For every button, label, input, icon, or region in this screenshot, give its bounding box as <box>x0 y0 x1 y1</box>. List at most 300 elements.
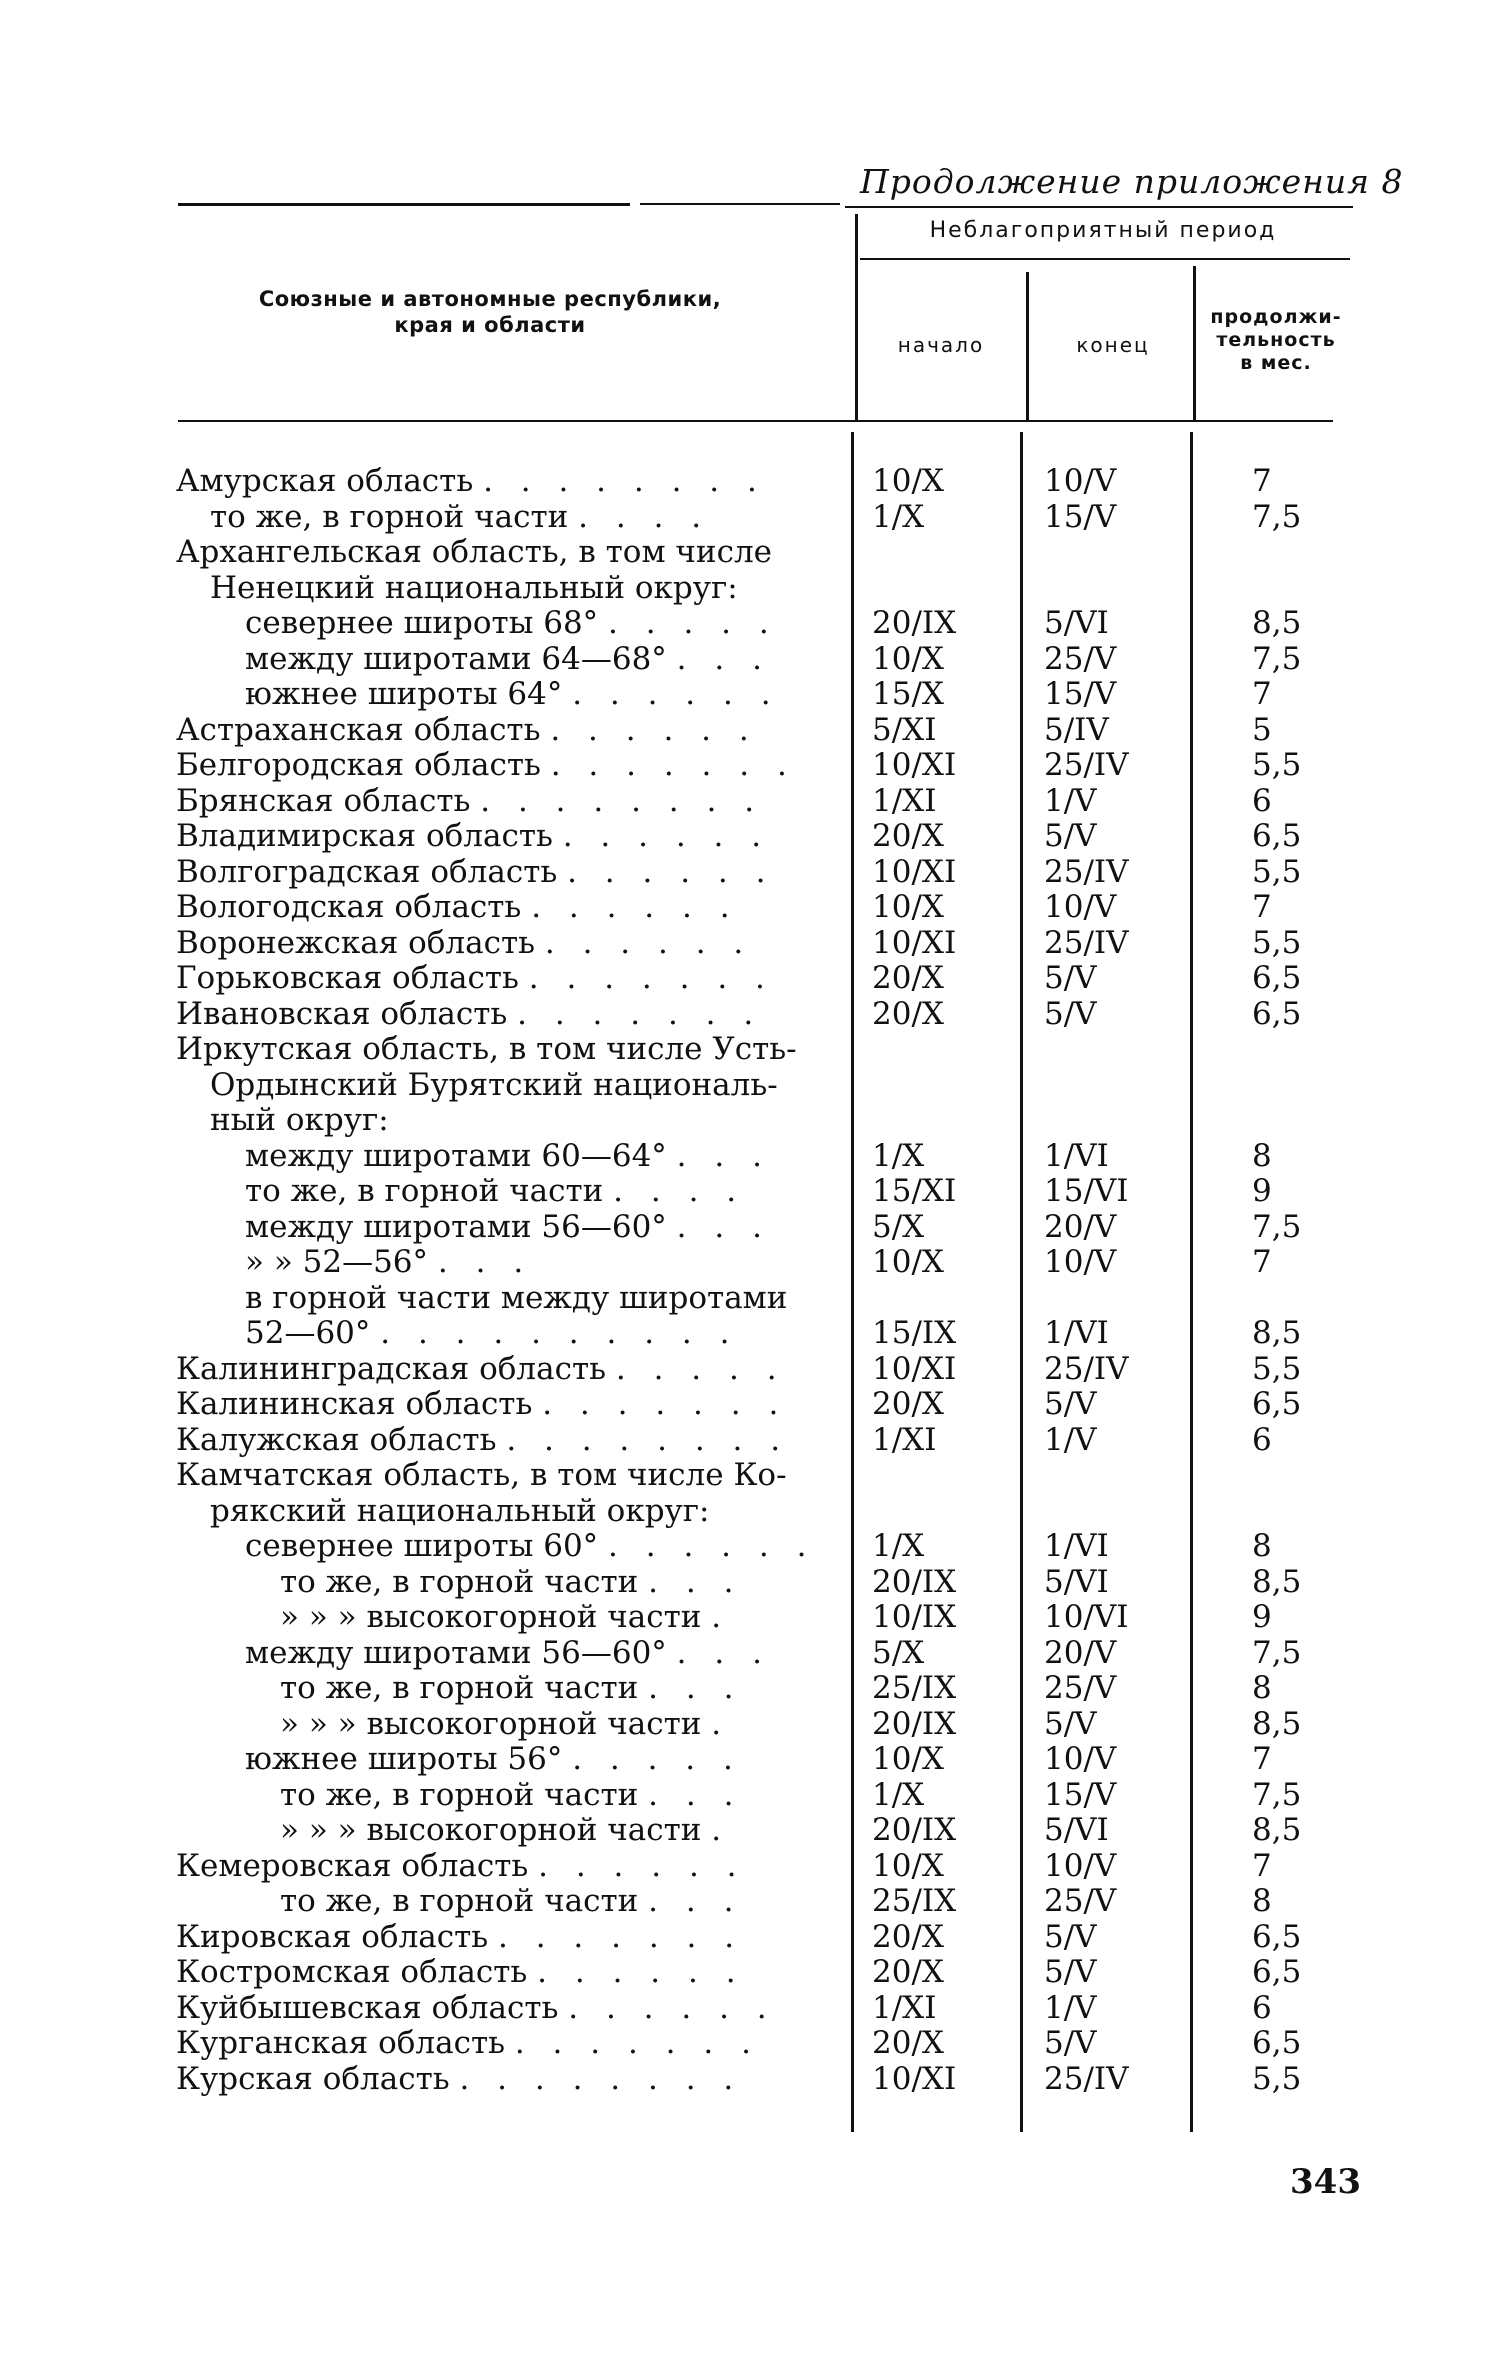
column-group-header: Неблагоприятный период <box>929 218 1277 243</box>
region-name-text: севернее широты 68° <box>245 606 599 641</box>
period-start: 10/XI <box>872 1350 957 1387</box>
region-name-text: Костромская область <box>176 1955 528 1990</box>
leader-dots: . . . <box>648 1884 743 1919</box>
period-end: 25/V <box>1044 640 1117 677</box>
table-row <box>0 606 1501 642</box>
running-header: Продолжение приложения 8 <box>860 162 1404 201</box>
period-start: 20/IX <box>872 1563 957 1600</box>
period-end: 5/V <box>1044 960 1097 996</box>
header-rule-left <box>178 203 630 206</box>
region-name-text: Кемеровская область <box>176 1848 529 1884</box>
region-name-text: Белгородская область <box>176 748 541 783</box>
period-end: 1/V <box>1044 1421 1097 1458</box>
leader-dots: . . . . . . <box>538 1848 746 1884</box>
table-row <box>0 2062 1501 2098</box>
period-end: 10/VI <box>1044 1599 1129 1635</box>
period-duration: 6,5 <box>1252 995 1302 1032</box>
period-end: 5/V <box>1044 995 1097 1032</box>
region-name-text: то же, в горной части <box>280 1671 639 1706</box>
period-end: 15/V <box>1044 498 1117 535</box>
table-row <box>0 1849 1501 1885</box>
period-end: 5/V <box>1044 2025 1097 2061</box>
column-header-duration-line-1: продолжи- <box>1210 306 1342 328</box>
region-name <box>176 1387 816 1423</box>
table-row <box>0 1032 1501 1068</box>
region-name <box>245 1245 885 1281</box>
period-start: 20/X <box>872 995 944 1032</box>
leader-dots: . . . . . . . . <box>459 2061 743 2097</box>
leader-dots: . . . . <box>613 1174 746 1209</box>
period-end: 5/V <box>1044 1705 1097 1742</box>
region-name <box>176 748 816 784</box>
table-row <box>0 1955 1501 1991</box>
region-name-text: Калининская область <box>176 1387 533 1422</box>
region-name-text: Волгоградская область <box>176 854 558 890</box>
period-duration: 7,5 <box>1252 498 1302 535</box>
table-row <box>0 535 1501 571</box>
period-duration: 8 <box>1252 1528 1272 1564</box>
period-end: 5/V <box>1044 1918 1097 1955</box>
region-name <box>176 464 816 500</box>
region-name-text: между широтами 56—60° <box>245 1635 667 1671</box>
period-duration: 7,5 <box>1252 1776 1302 1813</box>
region-name <box>280 1707 920 1743</box>
table-row <box>0 1529 1501 1565</box>
region-name <box>245 1174 885 1210</box>
leader-dots: . . . . . . <box>550 712 758 748</box>
leader-dots: . <box>711 1706 731 1742</box>
period-duration: 6 <box>1252 1989 1272 2026</box>
header-rule-middle <box>640 203 840 205</box>
leader-dots: . . . . . . <box>567 854 775 890</box>
period-end: 1/VI <box>1044 1528 1109 1564</box>
leader-dots: . <box>711 1600 731 1635</box>
table-row <box>0 1991 1501 2027</box>
region-name-text: » » » высокогорной части <box>280 1706 702 1742</box>
header-divider-2 <box>1026 272 1029 420</box>
period-start: 10/XI <box>872 853 957 890</box>
period-start: 10/XI <box>872 924 957 961</box>
region-name-text: 52—60° <box>245 1316 371 1351</box>
period-end: 25/IV <box>1044 1350 1129 1387</box>
period-start: 1/XI <box>872 1989 937 2026</box>
leader-dots: . . . . . . <box>537 1955 745 1990</box>
period-end: 5/VI <box>1044 605 1109 641</box>
region-name <box>176 784 816 820</box>
leader-dots: . . . . . <box>615 1351 786 1387</box>
table-row <box>0 997 1501 1033</box>
period-start: 1/XI <box>872 782 937 819</box>
region-name-text: рякский национальный округ: <box>210 1493 710 1529</box>
leader-dots: . . . . . <box>608 606 778 641</box>
period-duration: 5,5 <box>1252 924 1302 961</box>
region-name-text: севернее широты 60° <box>245 1529 599 1564</box>
leader-dots: . . . . . . . <box>550 748 796 783</box>
leader-dots: . . . . . . <box>531 890 739 925</box>
leader-dots: . . . . . . . <box>514 2026 760 2061</box>
table-row <box>0 1494 1501 1530</box>
region-name-text: то же, в горной части <box>210 499 569 535</box>
running-header-underline <box>845 206 1353 208</box>
table-row <box>0 713 1501 749</box>
leader-dots: . . . <box>648 1564 743 1600</box>
region-name <box>210 1494 850 1530</box>
region-name <box>280 1813 920 1849</box>
region-name <box>245 1529 885 1565</box>
region-name <box>176 1849 816 1885</box>
period-start: 5/X <box>872 1634 925 1671</box>
region-name-text: Амурская область <box>176 464 474 499</box>
region-name <box>176 1032 816 1068</box>
region-name <box>176 819 816 855</box>
period-duration: 5,5 <box>1252 747 1302 783</box>
leader-dots: . . . . . <box>572 1742 742 1777</box>
region-name-text: Астраханская область <box>176 712 541 748</box>
period-duration: 6,5 <box>1252 1918 1302 1955</box>
period-start: 10/XI <box>872 747 957 783</box>
region-name <box>280 1600 920 1636</box>
leader-dots: . . . . <box>578 499 711 535</box>
leader-dots: . . . . . . <box>608 1529 816 1564</box>
period-start: 10/IX <box>872 1599 957 1635</box>
region-name-text: южнее широты 56° <box>245 1742 563 1777</box>
region-name <box>245 1316 885 1352</box>
table-row <box>0 961 1501 997</box>
column-header-region-line-2: края и области <box>394 313 586 337</box>
period-end: 15/V <box>1044 1776 1117 1813</box>
table-row <box>0 1139 1501 1175</box>
header-divider-1 <box>855 214 858 420</box>
table-row <box>0 464 1501 500</box>
period-duration: 8,5 <box>1252 1315 1302 1351</box>
region-name <box>280 1884 920 1920</box>
column-header-duration <box>1196 306 1356 375</box>
period-start: 20/IX <box>872 1705 957 1742</box>
period-start: 10/X <box>872 889 944 925</box>
period-end: 10/V <box>1044 1847 1117 1884</box>
region-name <box>176 1352 816 1388</box>
period-duration: 6 <box>1252 1421 1272 1458</box>
region-name <box>245 1636 885 1672</box>
period-start: 10/X <box>872 1741 944 1777</box>
table-row <box>0 784 1501 820</box>
period-start: 5/XI <box>872 711 937 748</box>
period-duration: 9 <box>1252 1599 1272 1635</box>
region-name-text: то же, в горной части <box>280 1884 639 1919</box>
table-row <box>0 1636 1501 1672</box>
period-end: 25/IV <box>1044 747 1129 783</box>
region-name <box>245 1139 885 1175</box>
table-row <box>0 1671 1501 1707</box>
period-start: 10/X <box>872 640 944 677</box>
region-name-text: Владимирская область <box>176 819 553 854</box>
period-duration: 5,5 <box>1252 1350 1302 1387</box>
period-start: 10/XI <box>872 2060 957 2097</box>
period-start: 20/X <box>872 818 944 854</box>
table-row <box>0 1458 1501 1494</box>
region-name <box>210 1103 850 1139</box>
period-duration: 7 <box>1252 1244 1272 1280</box>
table-row <box>0 1707 1501 1743</box>
leader-dots: . . . . . . <box>562 819 771 854</box>
region-name-text: южнее широты 64° <box>245 677 563 712</box>
period-start: 10/X <box>872 1847 944 1884</box>
leader-dots: . . . <box>676 1138 771 1174</box>
period-duration: 8 <box>1252 1137 1272 1174</box>
region-name-text: Калужская область <box>176 1422 497 1458</box>
region-name-text: Кировская область <box>176 1919 489 1955</box>
region-name-text: Иркутская область, в том числе Усть- <box>176 1032 797 1067</box>
period-start: 20/X <box>872 960 944 996</box>
region-name <box>176 1423 816 1459</box>
region-name <box>176 535 816 571</box>
region-name-text: Ордынский Бурятский националь- <box>210 1067 778 1103</box>
period-end: 5/IV <box>1044 711 1109 748</box>
region-name-text: Ивановская область <box>176 996 508 1032</box>
period-duration: 8,5 <box>1252 1705 1302 1742</box>
period-duration: 6,5 <box>1252 1386 1302 1422</box>
region-name-text: » » » высокогорной части <box>280 1813 702 1848</box>
period-duration: 8,5 <box>1252 1563 1302 1600</box>
period-end: 1/V <box>1044 782 1097 819</box>
region-name <box>176 961 816 997</box>
table-row <box>0 890 1501 926</box>
column-header-duration-line-3: в мес. <box>1240 352 1312 374</box>
period-end: 15/VI <box>1044 1173 1129 1209</box>
region-name-text: то же, в горной части <box>280 1777 639 1813</box>
leader-dots: . . . . . . . <box>528 961 774 996</box>
header-divider-3 <box>1193 266 1196 420</box>
period-duration: 5,5 <box>1252 853 1302 890</box>
period-duration: 8,5 <box>1252 605 1302 641</box>
period-end: 5/VI <box>1044 1563 1109 1600</box>
table-row <box>0 1884 1501 1920</box>
column-header-duration-line-2: тельность <box>1216 329 1336 351</box>
period-end: 1/V <box>1044 1989 1097 2026</box>
region-name-text: в горной части между широтами <box>245 1280 788 1316</box>
region-name-text: Курская область <box>176 2061 450 2097</box>
period-start: 15/X <box>872 676 944 712</box>
region-name-text: ный округ: <box>210 1103 389 1138</box>
region-name <box>245 1210 885 1246</box>
period-start: 15/IX <box>872 1315 957 1351</box>
period-duration: 7,5 <box>1252 1208 1302 1245</box>
period-end: 10/V <box>1044 1741 1117 1777</box>
table-row <box>0 748 1501 784</box>
period-end: 5/VI <box>1044 1812 1109 1848</box>
region-name <box>176 1458 816 1494</box>
column-header-end: конец <box>1076 333 1150 357</box>
period-end: 10/V <box>1044 1244 1117 1280</box>
period-end: 10/V <box>1044 889 1117 925</box>
leader-dots: . . . . . . . <box>542 1387 788 1422</box>
leader-dots: . <box>711 1813 731 1848</box>
region-name-text: между широтами 56—60° <box>245 1209 667 1245</box>
period-duration: 8 <box>1252 1670 1272 1706</box>
leader-dots: . . . . . . . . <box>506 1422 790 1458</box>
period-duration: 7 <box>1252 889 1272 925</box>
table-row <box>0 1387 1501 1423</box>
leader-dots: . . . . . . <box>544 925 753 961</box>
period-duration: 7,5 <box>1252 1634 1302 1671</box>
period-end: 25/IV <box>1044 924 1129 961</box>
table-row <box>0 855 1501 891</box>
table-row <box>0 1565 1501 1601</box>
region-name <box>176 855 816 891</box>
leader-dots: . . . <box>648 1671 743 1706</box>
region-name <box>176 713 816 749</box>
region-name-text: то же, в горной части <box>245 1174 604 1209</box>
period-start: 1/X <box>872 498 925 535</box>
region-name-text: Воронежская область <box>176 925 535 961</box>
region-name <box>245 1281 885 1317</box>
table-row <box>0 1103 1501 1139</box>
leader-dots: . . . . . . <box>572 677 780 712</box>
region-name <box>210 500 850 536</box>
region-name-text: между широтами 60—64° <box>245 1138 667 1174</box>
period-start: 20/X <box>872 2025 944 2061</box>
period-duration: 6 <box>1252 782 1272 819</box>
region-name-text: Горьковская область <box>176 961 519 996</box>
leader-dots: . . . <box>676 641 771 677</box>
period-duration: 6,5 <box>1252 2025 1302 2061</box>
period-end: 25/V <box>1044 1670 1117 1706</box>
table-row <box>0 926 1501 962</box>
period-duration: 6,5 <box>1252 1954 1302 1990</box>
period-duration: 9 <box>1252 1173 1272 1209</box>
period-end: 25/IV <box>1044 2060 1129 2097</box>
table-row <box>0 1068 1501 1104</box>
page-number: 343 <box>1290 2162 1361 2202</box>
period-start: 1/XI <box>872 1421 937 1458</box>
leader-dots: . . . . . . . <box>498 1919 744 1955</box>
table-row <box>0 1281 1501 1317</box>
leader-dots: . . . <box>676 1635 771 1671</box>
leader-dots: . . . . . . . <box>517 996 763 1032</box>
period-duration: 5,5 <box>1252 2060 1302 2097</box>
period-duration: 7,5 <box>1252 640 1302 677</box>
period-duration: 6,5 <box>1252 818 1302 854</box>
table-row <box>0 2026 1501 2062</box>
table-row <box>0 642 1501 678</box>
leader-dots: . . . . . . <box>568 1990 776 2026</box>
period-end: 5/V <box>1044 818 1097 854</box>
table-body <box>0 464 1501 2097</box>
period-end: 1/VI <box>1044 1315 1109 1351</box>
region-name <box>176 890 816 926</box>
period-end: 15/V <box>1044 676 1117 712</box>
region-name <box>245 677 885 713</box>
period-start: 20/IX <box>872 605 957 641</box>
period-start: 25/IX <box>872 1883 957 1919</box>
period-end: 10/V <box>1044 463 1117 499</box>
period-start: 20/X <box>872 1954 944 1990</box>
period-duration: 5 <box>1252 711 1272 748</box>
region-name-text: Камчатская область, в том числе Ко- <box>176 1458 787 1493</box>
leader-dots: . . . <box>648 1777 743 1813</box>
period-start: 1/X <box>872 1776 925 1813</box>
region-name-text: Ненецкий национальный округ: <box>210 570 738 606</box>
region-name <box>176 2062 816 2098</box>
period-start: 10/X <box>872 463 944 499</box>
region-name-text: то же, в горной части <box>280 1564 639 1600</box>
region-name <box>176 926 816 962</box>
leader-dots: . . . . . . . . . . <box>380 1316 739 1351</box>
period-end: 25/IV <box>1044 853 1129 890</box>
region-name-text: Калининградская область <box>176 1351 606 1387</box>
period-start: 25/IX <box>872 1670 957 1706</box>
table-row <box>0 1778 1501 1814</box>
leader-dots: . . . <box>676 1209 771 1245</box>
region-name <box>210 571 850 607</box>
leader-dots: . . . <box>437 1245 533 1280</box>
table-row <box>0 1423 1501 1459</box>
table-row <box>0 1742 1501 1778</box>
period-duration: 7 <box>1252 463 1272 499</box>
period-start: 10/X <box>872 1244 944 1280</box>
period-start: 20/X <box>872 1386 944 1422</box>
table-row <box>0 1245 1501 1281</box>
table-row <box>0 677 1501 713</box>
period-end: 25/V <box>1044 1883 1117 1919</box>
table-row <box>0 1600 1501 1636</box>
region-name <box>210 1068 850 1104</box>
leader-dots: . . . . . . . . <box>480 783 764 819</box>
table-row <box>0 1352 1501 1388</box>
period-start: 1/X <box>872 1137 925 1174</box>
region-name <box>176 1991 816 2027</box>
period-start: 20/IX <box>872 1812 957 1848</box>
table-row <box>0 1813 1501 1849</box>
region-name-text: Архангельская область, в том числе <box>176 535 772 570</box>
leader-dots: . . . . . . . . <box>483 464 766 499</box>
region-name <box>176 997 816 1033</box>
region-name <box>176 2026 816 2062</box>
table-row <box>0 1210 1501 1246</box>
table-row <box>0 500 1501 536</box>
column-header-region <box>200 286 780 338</box>
region-name-text: » » 52—56° <box>245 1245 429 1280</box>
period-duration: 7 <box>1252 1847 1272 1884</box>
period-duration: 6,5 <box>1252 960 1302 996</box>
region-name-text: Вологодская область <box>176 890 522 925</box>
region-name <box>280 1671 920 1707</box>
period-start: 1/X <box>872 1528 925 1564</box>
region-name <box>245 642 885 678</box>
period-duration: 7 <box>1252 676 1272 712</box>
region-name <box>176 1955 816 1991</box>
region-name <box>245 1742 885 1778</box>
period-duration: 8,5 <box>1252 1812 1302 1848</box>
table-row <box>0 819 1501 855</box>
period-end: 20/V <box>1044 1208 1117 1245</box>
period-end: 1/VI <box>1044 1137 1109 1174</box>
region-name <box>245 606 885 642</box>
region-name <box>176 1920 816 1956</box>
period-duration: 7 <box>1252 1741 1272 1777</box>
region-name-text: между широтами 64—68° <box>245 641 667 677</box>
column-header-region-line-1: Союзные и автономные республики, <box>258 287 722 311</box>
period-start: 15/XI <box>872 1173 957 1209</box>
period-end: 5/V <box>1044 1386 1097 1422</box>
column-header-start: начало <box>897 333 985 357</box>
period-start: 20/X <box>872 1918 944 1955</box>
period-end: 20/V <box>1044 1634 1117 1671</box>
period-duration: 8 <box>1252 1883 1272 1919</box>
header-bottom-rule <box>178 420 1333 422</box>
table-row <box>0 571 1501 607</box>
region-name-text: Курганская область <box>176 2026 505 2061</box>
